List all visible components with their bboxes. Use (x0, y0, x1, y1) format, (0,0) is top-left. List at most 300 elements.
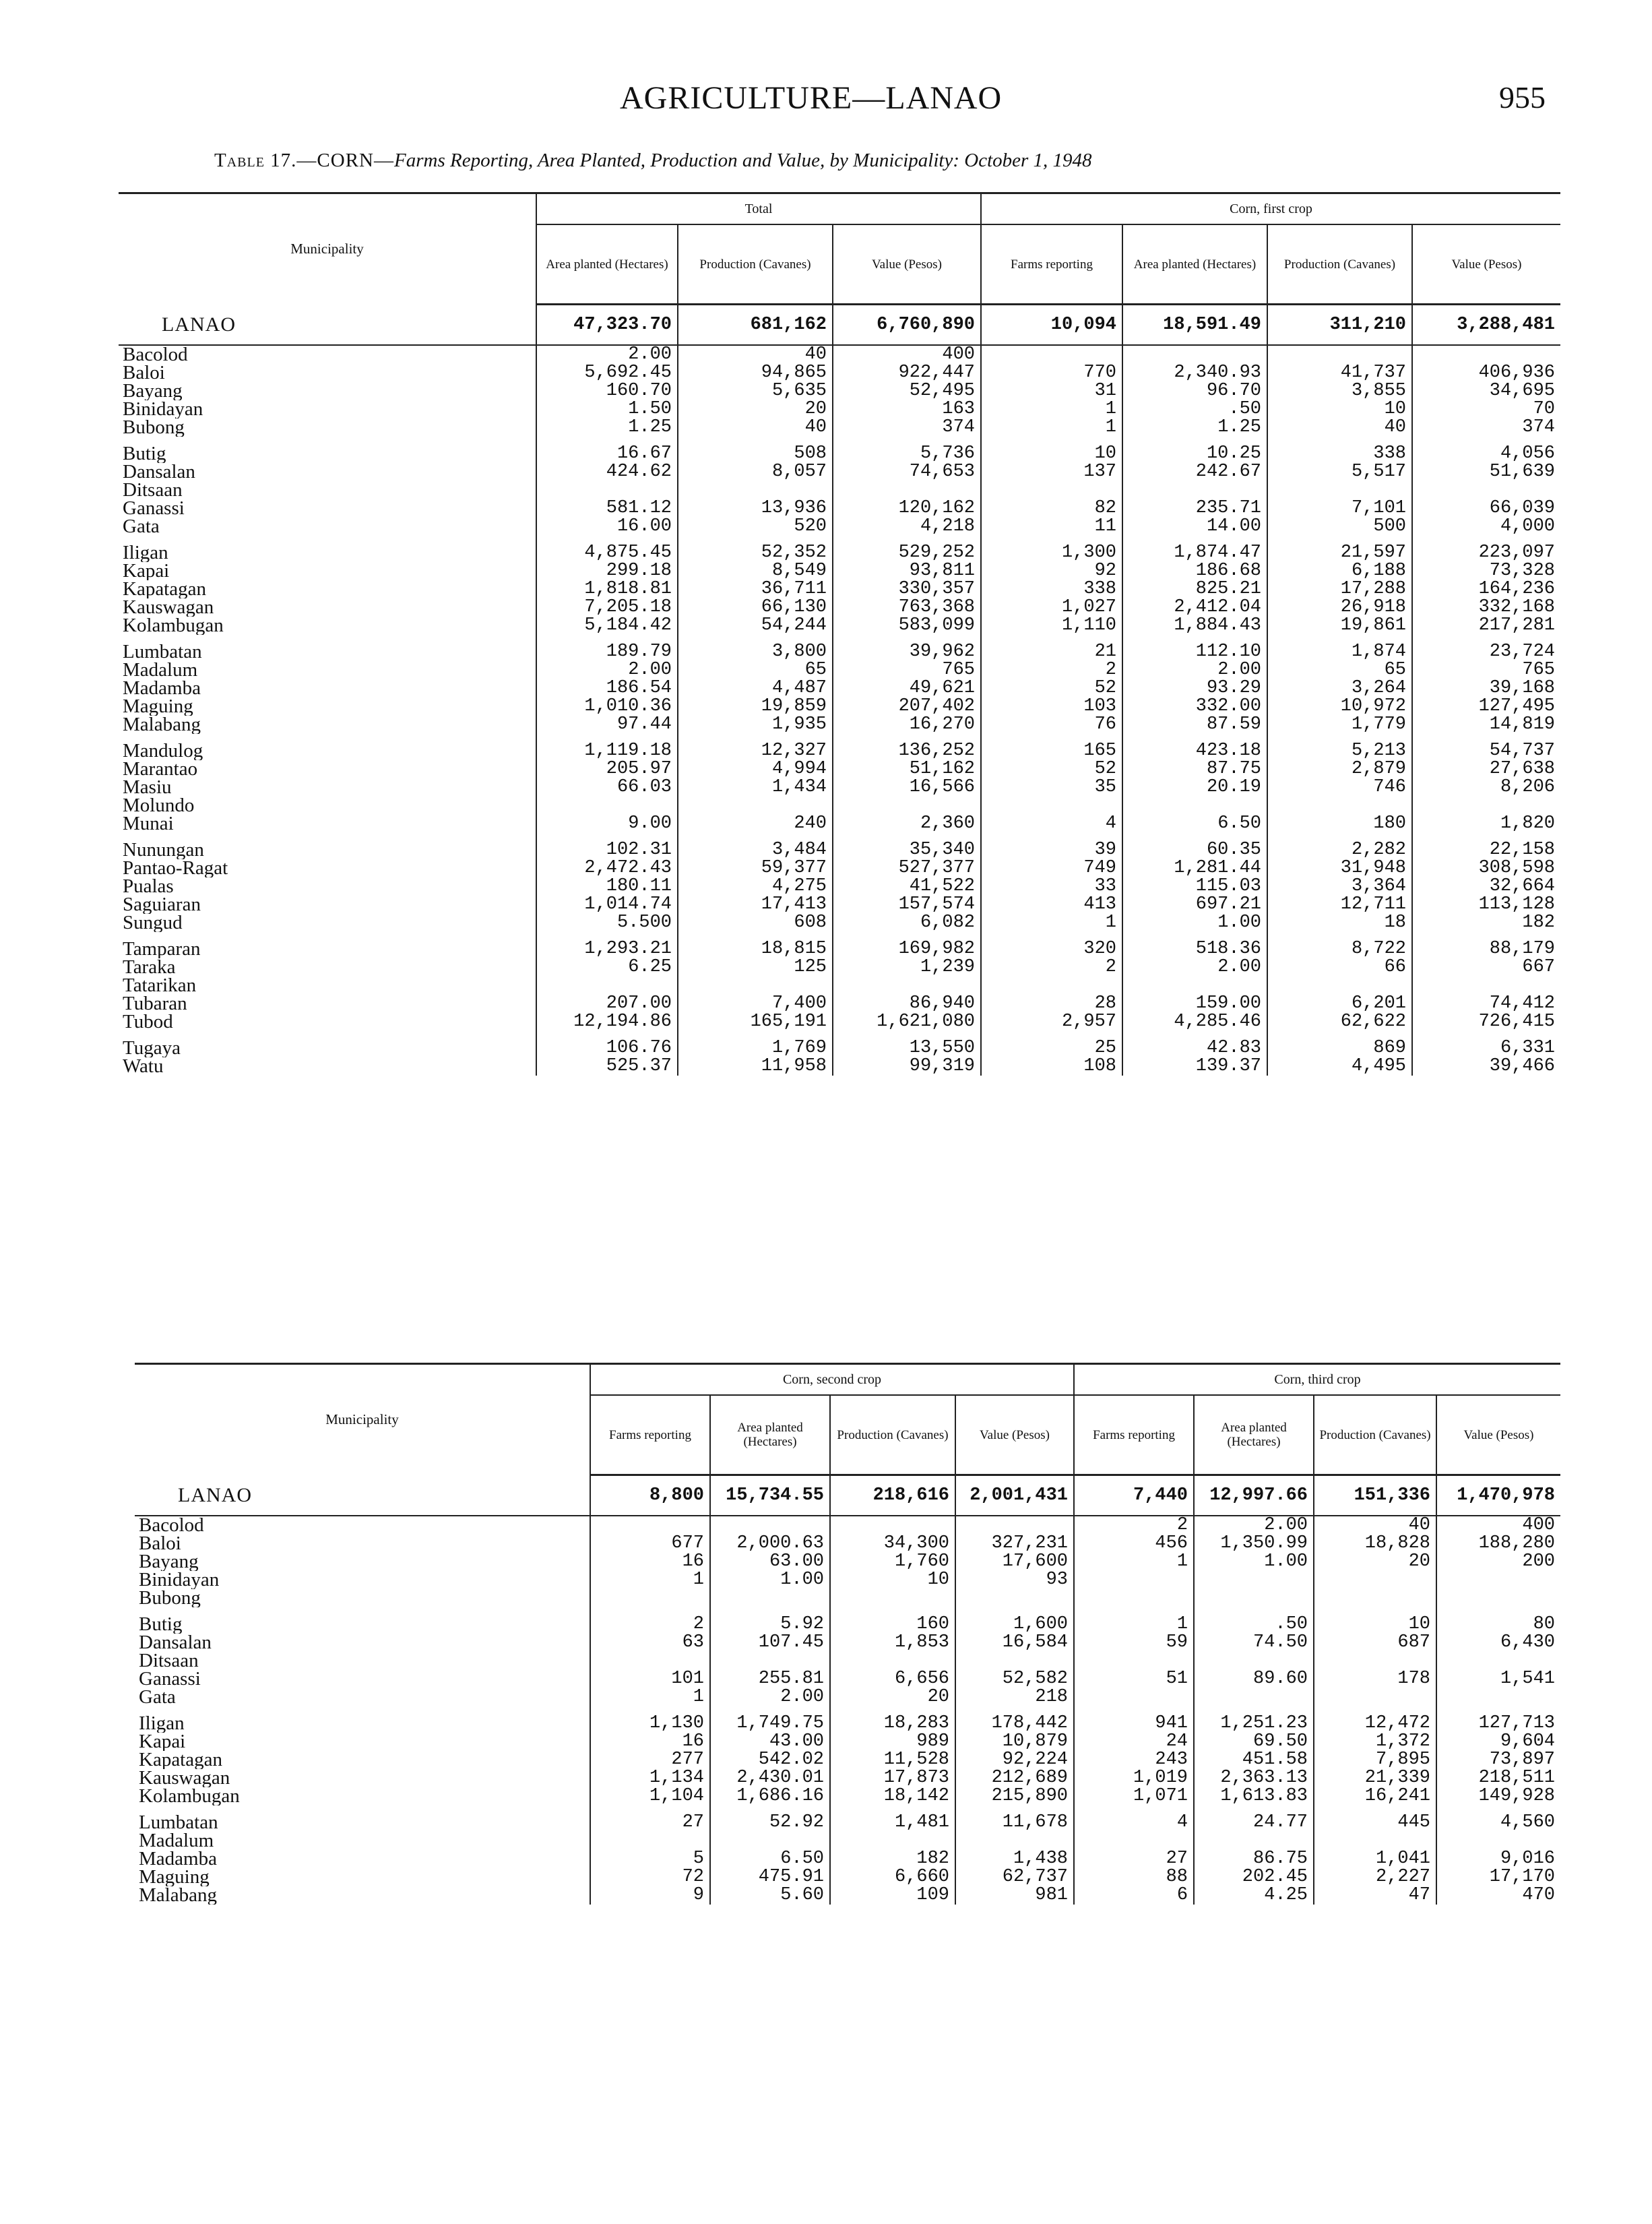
value-cell: 529,252 (833, 544, 981, 562)
value-cell (1267, 481, 1412, 499)
municipality-name-cell: Molundo (123, 797, 195, 815)
table-row (119, 419, 1560, 437)
value-cell (1412, 1031, 1560, 1039)
municipality-name-cell: Pualas (123, 877, 174, 896)
value-cell: 1,874.47 (1122, 544, 1267, 562)
municipality-name-cell: Munai (123, 815, 174, 833)
value-cell: 52 (981, 760, 1122, 778)
value-cell: 17,288 (1267, 580, 1412, 598)
value-cell: 33 (981, 877, 1122, 896)
value-cell: 96.70 (1122, 382, 1267, 400)
value-cell: 86.75 (1194, 1850, 1314, 1868)
value-cell (536, 635, 678, 643)
value-cell: 107.45 (710, 1634, 830, 1652)
value-cell: 1,134 (590, 1769, 710, 1787)
value-cell: 2,412.04 (1122, 598, 1267, 617)
value-cell: 16 (590, 1733, 710, 1751)
table-row (119, 877, 1560, 896)
value-cell (830, 1589, 955, 1607)
municipality-name-cell: Bubong (123, 419, 185, 437)
municipality-name-cell: Kauswagan (139, 1769, 230, 1787)
value-cell: 212,689 (955, 1769, 1074, 1787)
value-cell: 1,281.44 (1122, 859, 1267, 877)
value-cell: 35 (981, 778, 1122, 797)
municipality-header: Municipality (325, 1411, 399, 1428)
value-cell: 4,487 (678, 679, 833, 698)
value-cell (1436, 1589, 1560, 1607)
column-header: Farms reporting (1074, 1395, 1194, 1475)
value-cell: 169,982 (833, 940, 981, 958)
municipality-name-cell (119, 833, 536, 841)
municipality-name-cell (119, 536, 536, 544)
value-cell: 1,541 (1436, 1670, 1560, 1688)
value-cell: 869 (1267, 1039, 1412, 1057)
value-cell: 19,859 (678, 698, 833, 716)
value-cell (833, 977, 981, 995)
column-header: Value (Pesos) (1436, 1395, 1560, 1475)
municipality-name-cell: Butig (139, 1615, 183, 1634)
value-cell: 1 (981, 419, 1122, 437)
value-cell (1267, 734, 1412, 742)
value-cell: 330,357 (833, 580, 981, 598)
value-cell: 9.00 (536, 815, 678, 833)
municipality-name-cell: Bacolod (123, 345, 188, 364)
value-cell: 374 (1412, 419, 1560, 437)
value-cell: 16 (590, 1553, 710, 1571)
value-cell: 1,769 (678, 1039, 833, 1057)
value-cell (678, 536, 833, 544)
value-cell: 608 (678, 914, 833, 932)
value-cell (955, 1706, 1074, 1715)
value-cell: 749 (981, 859, 1122, 877)
value-cell: 4 (981, 815, 1122, 833)
municipality-name-cell: Tamparan (123, 940, 201, 958)
value-cell: 10 (1267, 400, 1412, 419)
value-cell: 51,162 (833, 760, 981, 778)
value-cell: 687 (1314, 1634, 1436, 1652)
value-cell: 11,528 (830, 1751, 955, 1769)
value-cell (536, 797, 678, 815)
value-cell: 7,205.18 (536, 598, 678, 617)
value-cell: 746 (1267, 778, 1412, 797)
value-cell: 4,275 (678, 877, 833, 896)
value-cell: 10,879 (955, 1733, 1074, 1751)
value-cell: 1,010.36 (536, 698, 678, 716)
value-cell: 66 (1267, 958, 1412, 977)
table-row (135, 1850, 1560, 1868)
column-header: Farms reporting (981, 224, 1122, 305)
table-row (119, 481, 1560, 499)
municipality-name-cell (135, 1607, 590, 1615)
table-row (135, 1553, 1560, 1571)
column-header: Farms reporting (590, 1395, 710, 1475)
value-cell: 202.45 (1194, 1868, 1314, 1886)
value-cell: 1,874 (1267, 643, 1412, 661)
value-cell (1267, 536, 1412, 544)
value-cell (1074, 1688, 1194, 1706)
value-cell (955, 1589, 1074, 1607)
value-cell: 137 (981, 463, 1122, 481)
value-cell: 18,283 (830, 1715, 955, 1733)
value-cell (1267, 345, 1412, 364)
value-cell: 43.00 (710, 1733, 830, 1751)
value-cell (536, 481, 678, 499)
municipality-name-cell: Marantao (123, 760, 198, 778)
value-cell: 65 (1267, 661, 1412, 679)
value-cell: 180 (1267, 815, 1412, 833)
value-cell (1194, 1571, 1314, 1589)
value-cell: 182 (830, 1850, 955, 1868)
value-cell: 73,897 (1436, 1751, 1560, 1769)
value-cell (833, 635, 981, 643)
value-cell: 18 (1267, 914, 1412, 932)
table-row (135, 1832, 1560, 1850)
value-cell (981, 734, 1122, 742)
value-cell: 157,574 (833, 896, 981, 914)
value-cell: 41,522 (833, 877, 981, 896)
value-cell: 9 (590, 1886, 710, 1905)
value-cell: 1,820 (1412, 815, 1560, 833)
value-cell (981, 833, 1122, 841)
value-cell: 188,280 (1436, 1535, 1560, 1553)
value-cell: 52,352 (678, 544, 833, 562)
value-cell: 1,350.99 (1194, 1535, 1314, 1553)
table-row (119, 518, 1560, 536)
value-cell: 423.18 (1122, 742, 1267, 760)
column-header: Value (Pesos) (1412, 224, 1560, 305)
municipality-name-cell: Baloi (123, 364, 165, 382)
table-row (119, 463, 1560, 481)
group-spacer-row (119, 536, 1560, 544)
municipality-name-cell: Kapatagan (139, 1751, 222, 1769)
municipality-name-cell: Nunungan (123, 841, 204, 859)
value-cell: 583,099 (833, 617, 981, 635)
table-row (119, 815, 1560, 833)
value-cell: 2,957 (981, 1013, 1122, 1031)
value-cell: 39,168 (1412, 679, 1560, 698)
table-caption-text: Farms Reporting, Area Planted, Production and Value, by Municipality: October 1, 1948 (394, 150, 1092, 171)
value-cell: 6,660 (830, 1868, 955, 1886)
value-cell (1122, 437, 1267, 445)
table-row (135, 1886, 1560, 1905)
municipality-name-cell: Madalum (123, 661, 198, 679)
value-cell: 39,466 (1412, 1057, 1560, 1076)
value-cell: 2.00 (1122, 661, 1267, 679)
value-cell: 1,027 (981, 598, 1122, 617)
value-cell: 11,958 (678, 1057, 833, 1076)
value-cell: 2,472.43 (536, 859, 678, 877)
table-row (119, 940, 1560, 958)
value-cell (1194, 1652, 1314, 1670)
value-cell (536, 932, 678, 940)
value-cell: 136,252 (833, 742, 981, 760)
value-cell: 10.25 (1122, 445, 1267, 463)
municipality-name-cell (119, 932, 536, 940)
value-cell: 677 (590, 1535, 710, 1553)
value-cell: 97.44 (536, 716, 678, 734)
value-cell (590, 1652, 710, 1670)
value-cell: 40 (1314, 1516, 1436, 1535)
value-cell (1122, 1031, 1267, 1039)
group-spacer-row (119, 635, 1560, 643)
table-row (119, 598, 1560, 617)
running-head (0, 80, 1652, 127)
value-cell: 327,231 (955, 1535, 1074, 1553)
value-cell: 1 (590, 1688, 710, 1706)
municipality-name-cell: Kolambugan (139, 1787, 240, 1805)
value-cell: 14,819 (1412, 716, 1560, 734)
municipality-name-cell: Ditsaan (123, 481, 183, 499)
value-cell (1122, 977, 1267, 995)
value-cell (590, 1706, 710, 1715)
table-row (119, 914, 1560, 932)
municipality-name-cell: Bayang (139, 1553, 199, 1571)
table-row (119, 698, 1560, 716)
value-cell (1194, 1607, 1314, 1615)
value-cell (1412, 635, 1560, 643)
municipality-name-cell: Binidayan (123, 400, 203, 419)
municipality-name-cell: Maguing (123, 698, 193, 716)
table-row (119, 643, 1560, 661)
value-cell: 27,638 (1412, 760, 1560, 778)
municipality-name-cell: Saguiaran (123, 896, 201, 914)
value-cell: 88,179 (1412, 940, 1560, 958)
value-cell: 1,438 (955, 1850, 1074, 1868)
value-cell: 42.83 (1122, 1039, 1267, 1057)
municipality-name-cell: Lumbatan (139, 1814, 218, 1832)
value-cell (536, 1031, 678, 1039)
value-cell (981, 932, 1122, 940)
value-cell: 400 (833, 345, 981, 364)
value-cell: 3,264 (1267, 679, 1412, 698)
value-cell (710, 1805, 830, 1814)
value-cell (1194, 1805, 1314, 1814)
value-cell (1074, 1607, 1194, 1615)
municipality-name-cell: Mandulog (123, 742, 203, 760)
value-cell (1314, 1607, 1436, 1615)
value-cell (830, 1652, 955, 1670)
value-cell: 80 (1436, 1615, 1560, 1634)
total-value-cell: 7,440 (1074, 1475, 1194, 1516)
value-cell: 21 (981, 643, 1122, 661)
value-cell (1074, 1706, 1194, 1715)
value-cell: 120,162 (833, 499, 981, 518)
value-cell: 4,056 (1412, 445, 1560, 463)
total-value-cell: 47,323.70 (536, 305, 678, 346)
municipality-name-cell: Pantao-Ragat (123, 859, 228, 877)
value-cell (830, 1805, 955, 1814)
value-cell (1436, 1607, 1560, 1615)
value-cell (955, 1652, 1074, 1670)
value-cell: 52.92 (710, 1814, 830, 1832)
value-cell: 87.59 (1122, 716, 1267, 734)
value-cell: 2 (981, 661, 1122, 679)
value-cell: 1,110 (981, 617, 1122, 635)
value-cell: 2 (1074, 1516, 1194, 1535)
value-cell (1122, 797, 1267, 815)
value-cell: 165,191 (678, 1013, 833, 1031)
value-cell: 1,071 (1074, 1787, 1194, 1805)
value-cell: 52 (981, 679, 1122, 698)
value-cell: 88 (1074, 1868, 1194, 1886)
value-cell (981, 437, 1122, 445)
total-value-cell: 2,001,431 (955, 1475, 1074, 1516)
value-cell: 2,360 (833, 815, 981, 833)
value-cell: 218 (955, 1688, 1074, 1706)
table-row (119, 345, 1560, 364)
value-cell: 1,853 (830, 1634, 955, 1652)
value-cell: 66.03 (536, 778, 678, 797)
value-cell: 73,328 (1412, 562, 1560, 580)
value-cell: 113,128 (1412, 896, 1560, 914)
municipality-name-cell: Ganassi (123, 499, 185, 518)
value-cell: 1.00 (710, 1571, 830, 1589)
value-cell: 94,865 (678, 364, 833, 382)
value-cell: 1 (981, 914, 1122, 932)
table-row (135, 1715, 1560, 1733)
value-cell: 18,142 (830, 1787, 955, 1805)
municipality-name-cell: Binidayan (139, 1571, 220, 1589)
total-value-cell: 6,760,890 (833, 305, 981, 346)
value-cell: 2.00 (1194, 1516, 1314, 1535)
value-cell: 2,000.63 (710, 1535, 830, 1553)
value-cell: 76 (981, 716, 1122, 734)
value-cell: 178,442 (955, 1715, 1074, 1733)
value-cell: 217,281 (1412, 617, 1560, 635)
value-cell (981, 977, 1122, 995)
value-cell: 1,779 (1267, 716, 1412, 734)
municipality-name-cell: Sungud (123, 914, 183, 932)
table-caption (214, 150, 1092, 172)
value-cell: 2.00 (710, 1688, 830, 1706)
value-cell: 400 (1436, 1516, 1560, 1535)
value-cell (590, 1516, 710, 1535)
value-cell: 8,206 (1412, 778, 1560, 797)
table-row (119, 977, 1560, 995)
column-header: Production (Cavanes) (1314, 1395, 1436, 1475)
column-header: Area planted (Hectares) (536, 224, 678, 305)
value-cell (710, 1652, 830, 1670)
corn-table-total-first-crop (119, 192, 1560, 1076)
value-cell (830, 1607, 955, 1615)
value-cell: 18,828 (1314, 1535, 1436, 1553)
column-header: Value (Pesos) (833, 224, 981, 305)
value-cell: 23,724 (1412, 643, 1560, 661)
table-row (119, 841, 1560, 859)
total-row (135, 1475, 1560, 1516)
value-cell (981, 1031, 1122, 1039)
value-cell: 27 (590, 1814, 710, 1832)
value-cell (981, 536, 1122, 544)
value-cell: 520 (678, 518, 833, 536)
municipality-name-cell: Watu (123, 1057, 164, 1076)
value-cell: 70 (1412, 400, 1560, 419)
value-cell (1436, 1706, 1560, 1715)
value-cell: 40 (678, 419, 833, 437)
value-cell (1267, 1031, 1412, 1039)
value-cell: 475.91 (710, 1868, 830, 1886)
value-cell: 2.00 (1122, 958, 1267, 977)
value-cell (1314, 1571, 1436, 1589)
value-cell: 27 (1074, 1850, 1194, 1868)
municipality-name-cell: Bayang (123, 382, 183, 400)
value-cell (1412, 437, 1560, 445)
table-row (119, 896, 1560, 914)
value-cell: 60.35 (1122, 841, 1267, 859)
value-cell: 109 (830, 1886, 955, 1905)
value-cell: 1,239 (833, 958, 981, 977)
page-number: 955 (1499, 80, 1546, 115)
value-cell: 4.25 (1194, 1886, 1314, 1905)
value-cell: 922,447 (833, 364, 981, 382)
value-cell: 456 (1074, 1535, 1194, 1553)
table-row (119, 958, 1560, 977)
value-cell: 2 (590, 1615, 710, 1634)
value-cell: 6,201 (1267, 995, 1412, 1013)
value-cell: 16.00 (536, 518, 678, 536)
value-cell: 16,566 (833, 778, 981, 797)
value-cell: 74,412 (1412, 995, 1560, 1013)
value-cell: 205.97 (536, 760, 678, 778)
value-cell: 5,517 (1267, 463, 1412, 481)
table-row (119, 562, 1560, 580)
value-cell: 4,560 (1436, 1814, 1560, 1832)
municipality-name-cell: Gata (139, 1688, 176, 1706)
value-cell: 41,737 (1267, 364, 1412, 382)
municipality-name-cell (119, 635, 536, 643)
municipality-name-cell: Tubaran (123, 995, 187, 1013)
value-cell (955, 1832, 1074, 1850)
value-cell (833, 734, 981, 742)
value-cell: 3,800 (678, 643, 833, 661)
municipality-name-cell: Ganassi (139, 1670, 201, 1688)
value-cell: 16,241 (1314, 1787, 1436, 1805)
value-cell: 4,218 (833, 518, 981, 536)
value-cell: 21,339 (1314, 1769, 1436, 1787)
value-cell: 5,213 (1267, 742, 1412, 760)
value-cell: 2.00 (536, 345, 678, 364)
value-cell: 2,430.01 (710, 1769, 830, 1787)
municipality-name-cell: Kolambugan (123, 617, 224, 635)
value-cell (1194, 1706, 1314, 1715)
value-cell: 139.37 (1122, 1057, 1267, 1076)
province-name-cell: LANAO (135, 1475, 590, 1516)
value-cell: 525.37 (536, 1057, 678, 1076)
value-cell (1074, 1832, 1194, 1850)
value-cell: 825.21 (1122, 580, 1267, 598)
value-cell: 63 (590, 1634, 710, 1652)
value-cell (590, 1607, 710, 1615)
table-row (119, 382, 1560, 400)
value-cell: 2,282 (1267, 841, 1412, 859)
table-row (135, 1868, 1560, 1886)
table-row (119, 1013, 1560, 1031)
column-header: Area planted (Hectares) (1122, 224, 1267, 305)
value-cell: 235.71 (1122, 499, 1267, 518)
table-body (119, 305, 1560, 1076)
value-cell: 102.31 (536, 841, 678, 859)
table-row (135, 1670, 1560, 1688)
value-cell: 163 (833, 400, 981, 419)
value-cell: 12,711 (1267, 896, 1412, 914)
value-cell (1122, 932, 1267, 940)
value-cell (1267, 437, 1412, 445)
value-cell: 164,236 (1412, 580, 1560, 598)
value-cell: 2 (981, 958, 1122, 977)
value-cell: 5.500 (536, 914, 678, 932)
value-cell: 9,016 (1436, 1850, 1560, 1868)
column-header: Production (Cavanes) (678, 224, 833, 305)
